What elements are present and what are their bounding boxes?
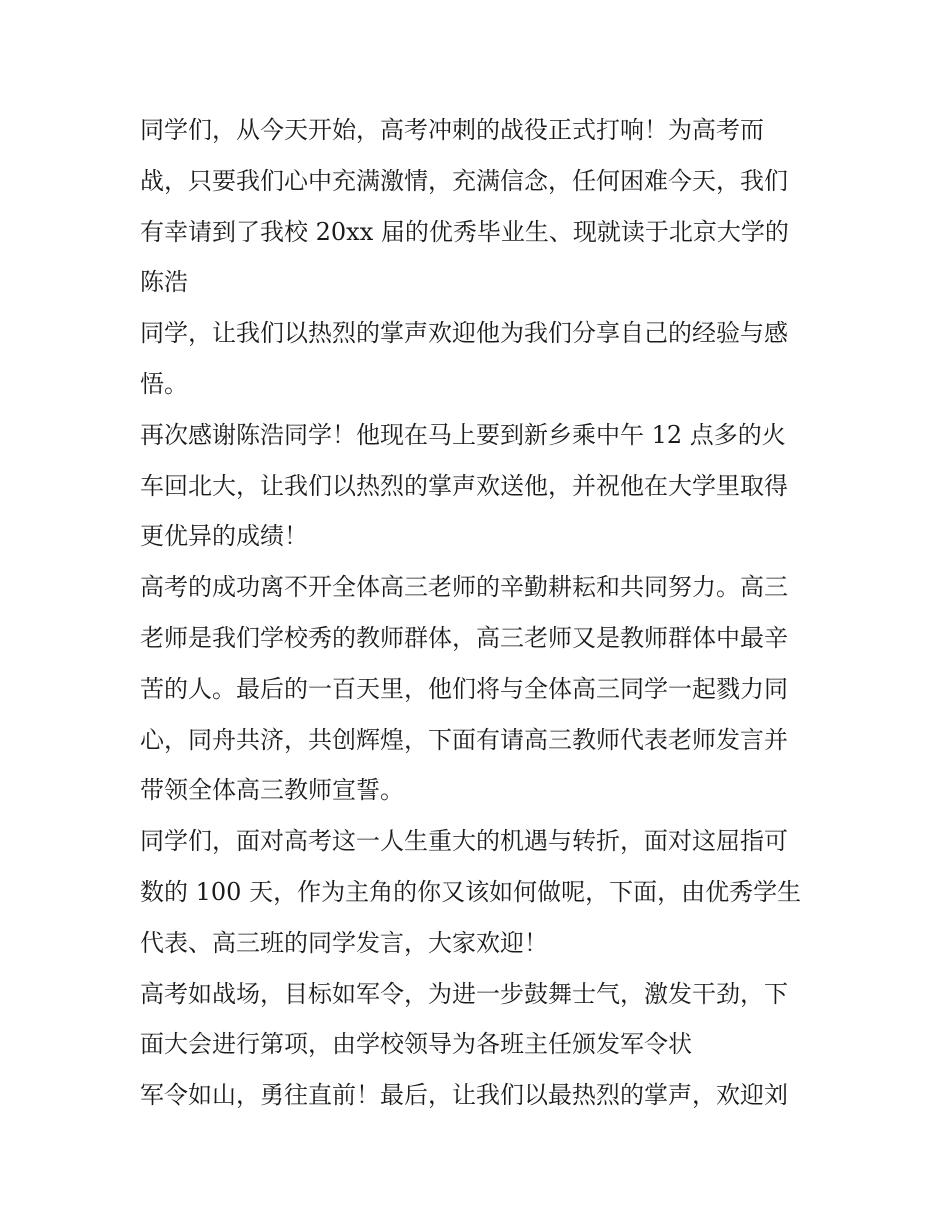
text-line: 数的 100 天，作为主角的你又该如何做呢，下面，由优秀学生: [140, 877, 802, 906]
text-line: 同学，让我们以热烈的掌声欢迎他为我们分享自己的经验与感: [140, 319, 788, 348]
text-line: 高考的成功离不开全体高三老师的辛勤耕耘和共同努力。高三: [140, 573, 788, 602]
text-line: 同学们，面对高考这一人生重大的机遇与转折，面对这屈指可: [140, 827, 788, 856]
text-line: 代表、高三班的同学发言，大家欢迎！: [140, 928, 548, 957]
text-line: 悟。: [140, 369, 188, 398]
text-line: 同学们，从今天开始，高考冲刺的战役正式打响！为高考而: [140, 116, 764, 144]
text-line: 高考如战场，目标如军令，为进一步鼓舞士气，激发干劲，下: [140, 979, 788, 1008]
text-line: 战，只要我们心中充满激情，充满信念，任何困难今天，我们: [140, 166, 788, 195]
text-line: 有幸请到了我校 20xx 届的优秀毕业生、现就读于北京大学的: [140, 217, 789, 246]
text-line: 带领全体高三教师宣誓。: [140, 776, 404, 805]
text-line: 老师是我们学校秀的教师群体，高三老师又是教师群体中最辛: [140, 623, 788, 652]
text-line: 车回北大，让我们以热烈的掌声欢送他，并祝他在大学里取得: [140, 471, 788, 500]
text-line: 再次感谢陈浩同学！他现在马上要到新乡乘中午 12 点多的火: [140, 420, 786, 449]
text-line: 军令如山，勇往直前！最后，让我们以最热烈的掌声，欢迎刘: [140, 1081, 788, 1110]
document-body: [140, 105, 820, 1121]
text-line: 苦的人。最后的一百天里，他们将与全体高三同学一起戮力同: [140, 674, 788, 703]
text-line: 更优异的成绩！: [140, 522, 308, 551]
text-line: 面大会进行第项，由学校领导为各班主任颁发军令状: [140, 1030, 692, 1059]
text-line: 陈浩: [140, 268, 188, 297]
text-line: 心，同舟共济，共创辉煌，下面有请高三教师代表老师发言并: [140, 725, 788, 754]
